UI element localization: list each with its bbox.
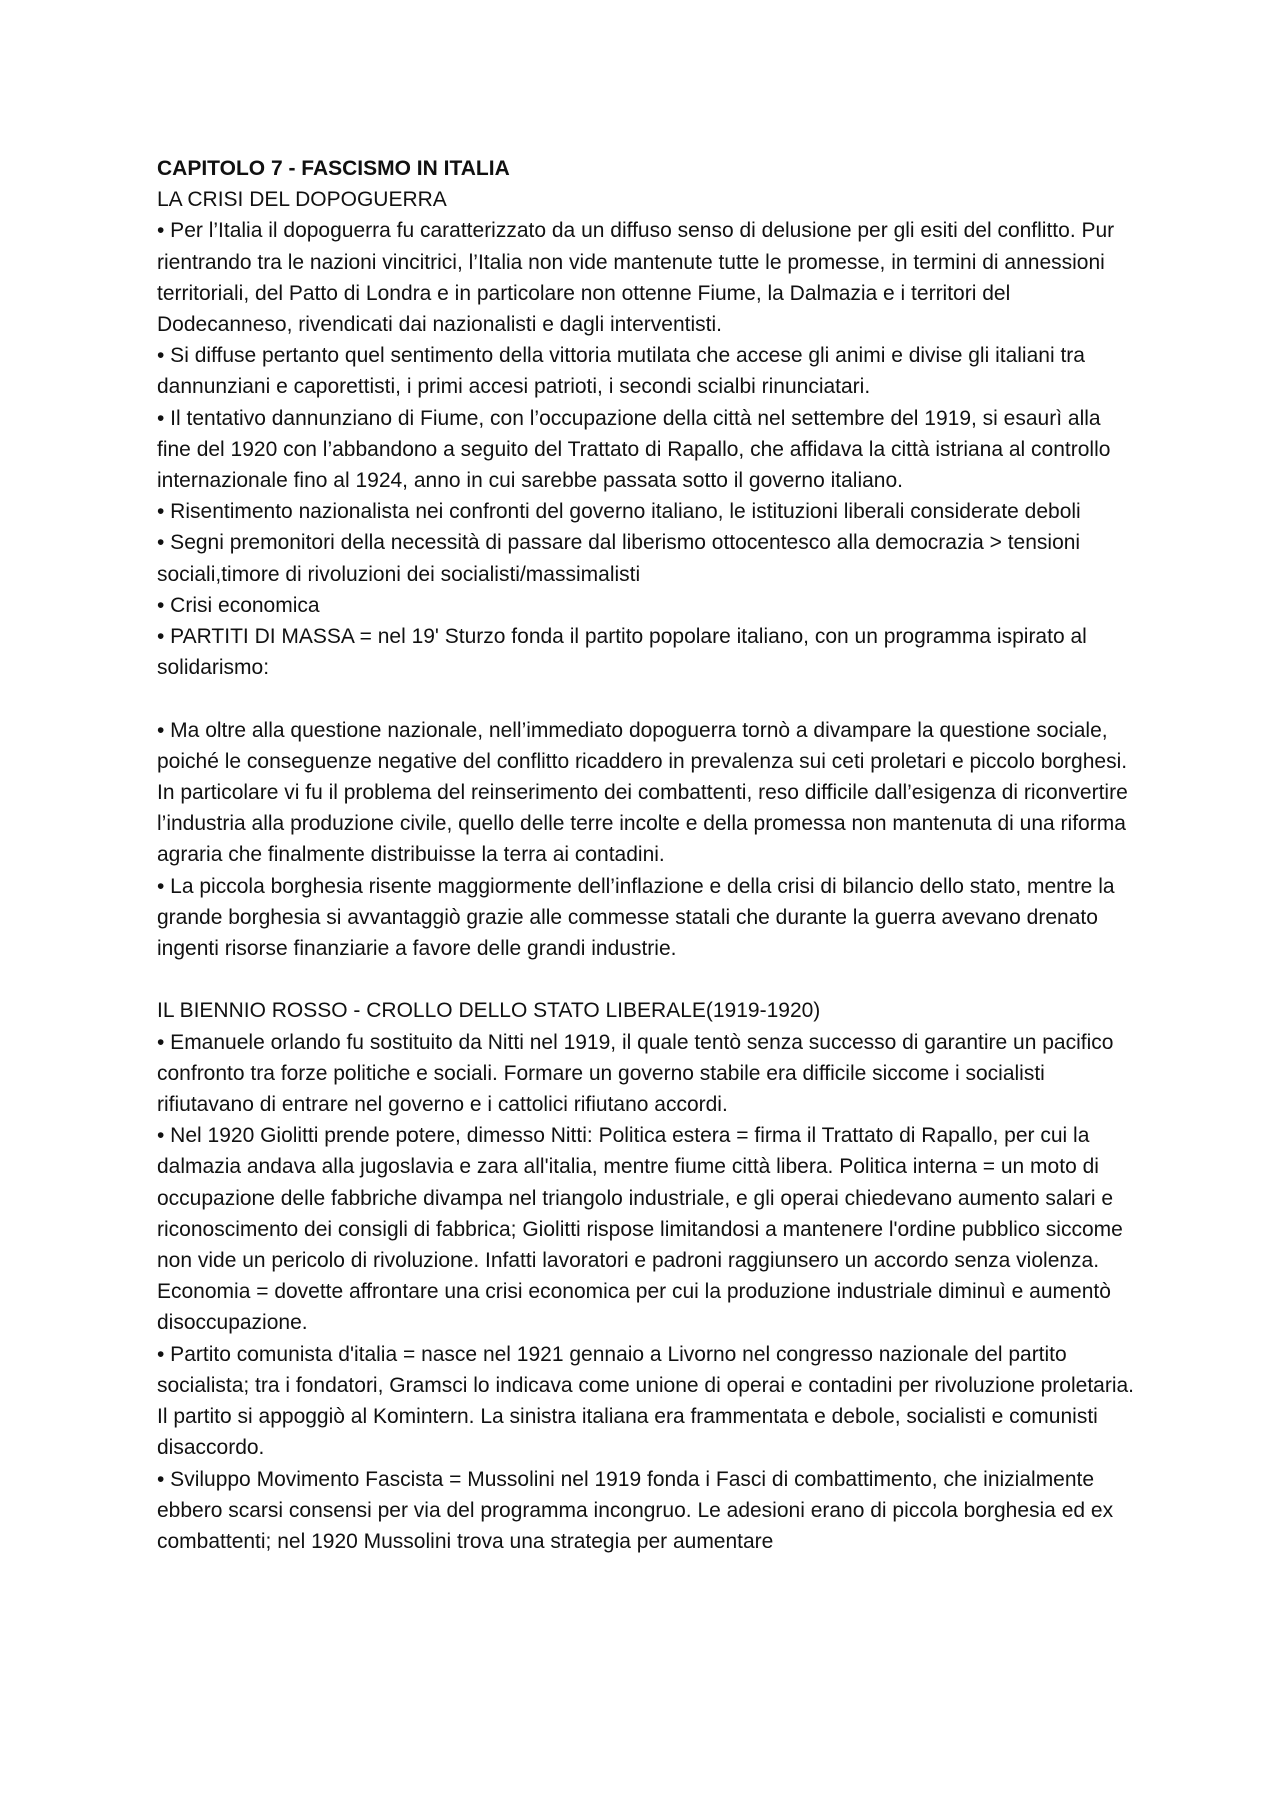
paragraph: • Sviluppo Movimento Fascista = Mussolini nel 1919 fonda i Fasci di combattimento, che inizialmente ebbero scarsi consensi per via del programma incongruo. Le adesioni erano di piccola borghesia ed ex combattenti; nel 1920 Mussolini trova una strategia per aumentare	[157, 1467, 1114, 1553]
paragraph: • Nel 1920 Giolitti prende potere, dimesso Nitti: Politica estera = firma il Trattato di Rapallo, per cui la dalmazia andava alla jugoslavia e zara all'italia, mentre fiume città libera. Politica interna = un moto di occupazione delle fabbriche divampa nel triangolo industriale, e gli operai chiedevano aumento salari e riconoscimento dei consigli di fabbrica; Giolitti rispose limitandosi a mantenere l'ordine pubblico siccome non vide un pericolo di rivoluzione. Infatti lavoratori e padroni raggiunsero un accordo senza violenza. Economia = dovette affrontare una crisi economica per cui la produzione industriale diminuì e aumentò disoccupazione.	[157, 1124, 1123, 1335]
paragraph: • Segni premonitori della necessità di passare dal liberismo ottocentesco alla democrazia > tensioni sociali,timore di rivoluzioni dei socialisti/massimalisti	[157, 531, 1081, 586]
paragraph: • Risentimento nazionalista nei confronti del governo italiano, le istituzioni liberali considerate deboli	[157, 500, 1081, 524]
document-page	[157, 153, 1137, 1557]
blank-line	[157, 683, 1137, 714]
paragraph: • La piccola borghesia risente maggiormente dell’inflazione e della crisi di bilancio dello stato, mentre la grande borghesia si avvantaggiò grazie alle commesse statali che durante la guerra avevano drenato ingenti risorse finanziarie a favore delle grandi industrie.	[157, 874, 1115, 961]
paragraph: • Emanuele orlando fu sostituito da Nitti nel 1919, il quale tentò senza successo di garantire un pacifico confronto tra forze politiche e sociali. Formare un governo stabile era difficile siccome i socialisti rifiutavano di entrare nel governo e i cattolici rifiutano accordi.	[157, 1030, 1114, 1117]
paragraph: • Crisi economica	[157, 593, 320, 617]
chapter-title: CAPITOLO 7 - FASCISMO IN ITALIA	[157, 157, 510, 180]
paragraph: • Il tentativo dannunziano di Fiume, con l’occupazione della città nel settembre del 1919, si esaurì alla fine del 1920 con l’abbandono a seguito del Trattato di Rapallo, che affidava la città istriana al controllo internazionale fino al 1924, anno in cui sarebbe passata sotto il governo italiano.	[157, 406, 1111, 493]
paragraph: • Per l’Italia il dopoguerra fu caratterizzato da un diffuso senso di delusione per gli esiti del conflitto. Pur rientrando tra le nazioni vincitrici, l’Italia non vide mantenute tutte le promesse, in termini di annessioni territoriali, del Patto di Londra e in particolare non ottenne Fiume, la Dalmazia e i territori del Dodecanneso, rivendicati dai nazionalisti e dagli interventisti.	[157, 219, 1115, 337]
paragraph: • Si diffuse pertanto quel sentimento della vittoria mutilata che accese gli animi e divise gli italiani tra dannunziani e caporettisti, i primi accesi patrioti, i secondi scialbi rinunciatari.	[157, 344, 1085, 399]
paragraph: • PARTITI DI MASSA = nel 19' Sturzo fonda il partito popolare italiano, con un programma ispirato al solidarismo:	[157, 625, 1087, 680]
blank-line	[157, 964, 1137, 995]
paragraph: • Ma oltre alla questione nazionale, nell’immediato dopoguerra tornò a divampare la questione sociale, poiché le conseguenze negative del conflitto ricaddero in prevalenza sui ceti proletari e piccolo borghesi. In particolare vi fu il problema del reinserimento dei combattenti, reso difficile dall’esigenza di riconvertire l’industria alla produzione civile, quello delle terre incolte e della promessa non mantenuta di una riforma agraria che finalmente distribuisse la terra ai contadini.	[157, 718, 1128, 867]
section-heading-biennio-rosso: IL BIENNIO ROSSO - CROLLO DELLO STATO LIBERALE(1919-1920)	[157, 999, 821, 1023]
section-heading-crisi: LA CRISI DEL DOPOGUERRA	[157, 188, 447, 212]
paragraph: • Partito comunista d'italia = nasce nel 1921 gennaio a Livorno nel congresso nazionale del partito socialista; tra i fondatori, Gramsci lo indicava come unione di operai e contadini per rivoluzione proletaria. Il partito si appoggiò al Komintern. La sinistra italiana era frammentata e debole, socialisti e comunisti disaccordo.	[157, 1342, 1135, 1460]
